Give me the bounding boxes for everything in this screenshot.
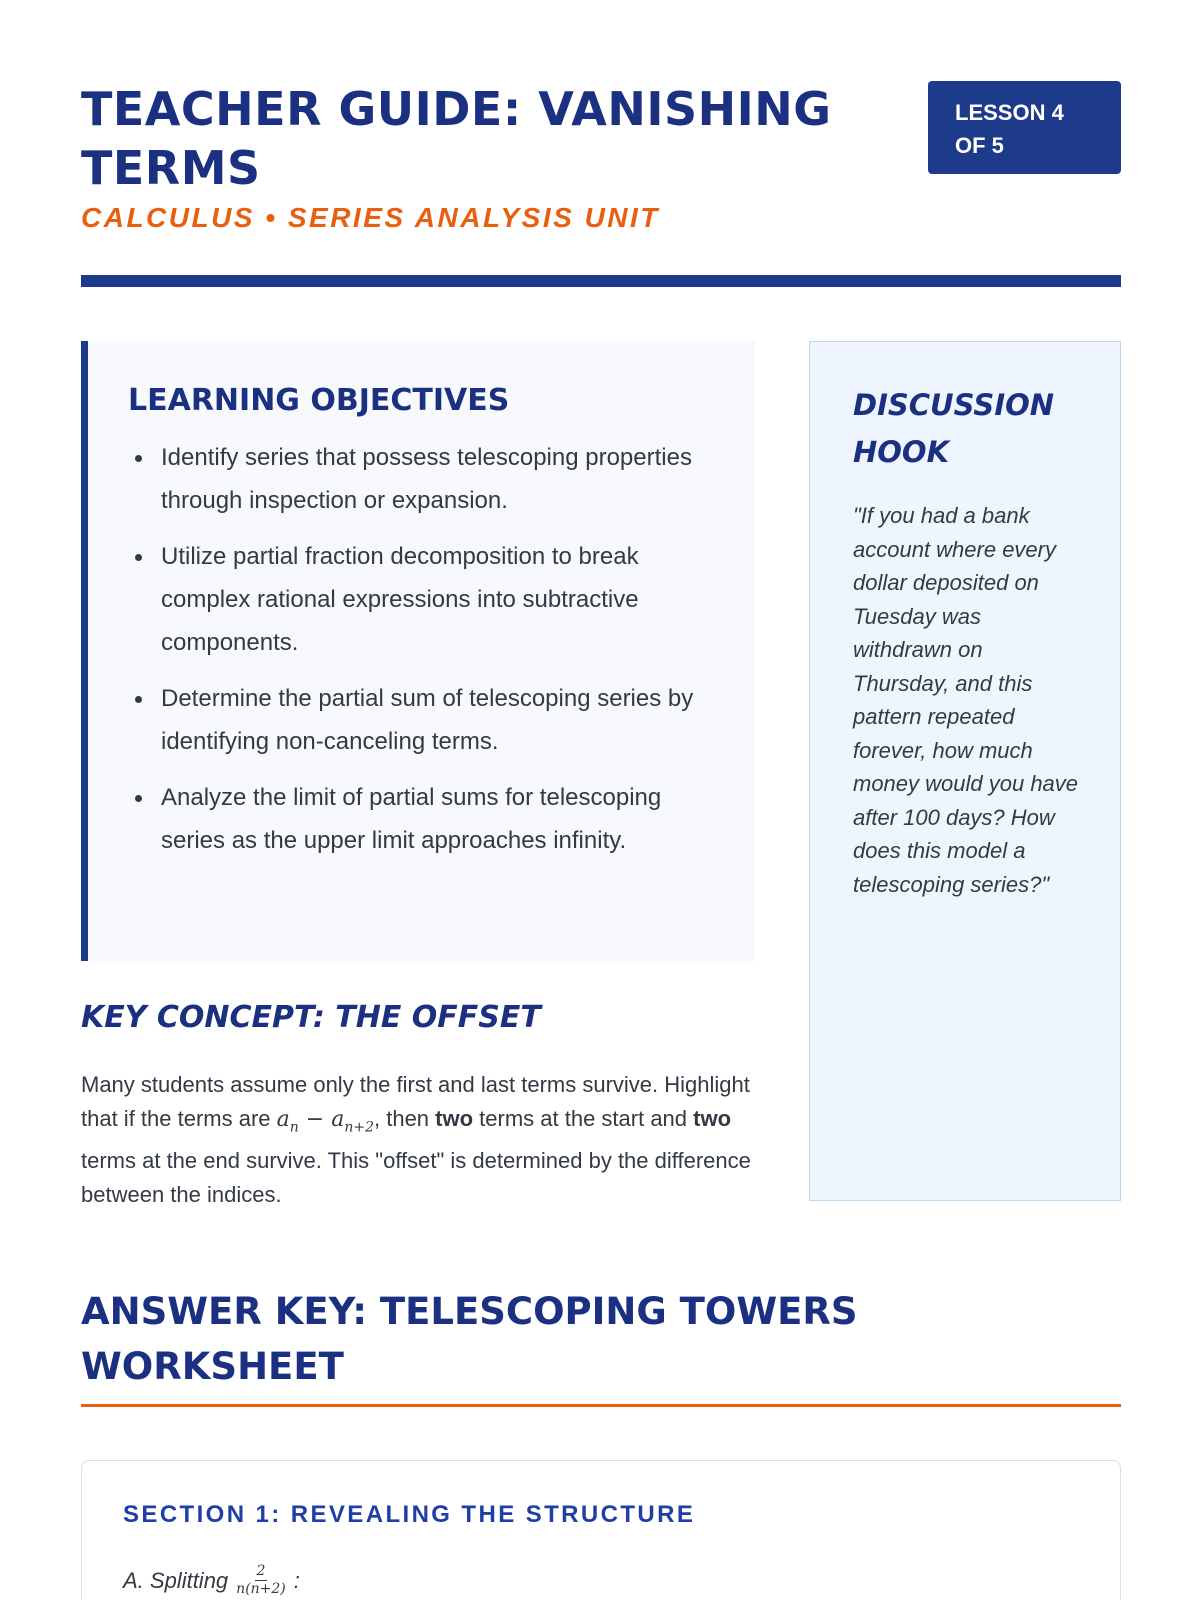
hook-text: "If you had a bank account where every dollar deposited on Tuesday was withdrawn on Thursday, and this pattern repeated forever, how much money would you have after 100 days? How does this model a telescoping series?"	[853, 503, 1079, 897]
lesson-badge	[928, 81, 1121, 174]
math-term-an	[276, 1106, 374, 1135]
exercise-a-label: A. Splitting	[123, 1567, 229, 1593]
key-bold-2: two	[693, 1105, 732, 1131]
key-text-3: terms at the start and	[473, 1105, 694, 1131]
math-minus: −	[298, 1106, 332, 1132]
hook-heading: DISCUSSION HOOK	[853, 388, 1055, 469]
header-divider	[81, 275, 1121, 287]
objectives-heading: LEARNING OBJECTIVES	[128, 383, 510, 418]
list-item: Determine the partial sum of telescoping series by identifying non-canceling terms.	[128, 677, 715, 763]
fraction-numerator: 2	[256, 1563, 266, 1579]
key-text-2: , then	[374, 1105, 436, 1131]
lesson-badge-line2: OF 5	[955, 133, 1004, 158]
objectives-list	[128, 436, 715, 862]
exercise-a-suffix: :	[293, 1567, 300, 1593]
list-item: Analyze the limit of partial sums for telescoping series as the upper limit approaches infinity.	[128, 776, 715, 862]
answer-key-heading: ANSWER KEY: TELESCOPING TOWERS WORKSHEET	[81, 1290, 858, 1388]
list-item: Utilize partial fraction decomposition to break complex rational expressions into subtractive components.	[128, 535, 715, 664]
page-title: TEACHER GUIDE: VANISHING TERMS	[81, 82, 832, 195]
key-concept-heading: KEY CONCEPT: THE OFFSET	[81, 1000, 541, 1035]
key-text-1: Many students assume only the first and last terms survive. Highlight that if the terms are	[81, 1072, 750, 1131]
learning-objectives-box	[81, 341, 755, 961]
lesson-badge-line1: LESSON 4	[955, 100, 1064, 125]
math-a: a	[276, 1106, 290, 1132]
worksheet-section-card	[81, 1460, 1121, 1600]
list-item: Identify series that possess telescoping properties through inspection or expansion.	[128, 436, 715, 522]
fraction-denominator: n(n+2)	[236, 1581, 286, 1597]
key-concept-text	[81, 1068, 761, 1211]
key-bold-1: two	[435, 1105, 474, 1131]
exercise-a	[123, 1563, 1079, 1598]
math-a-sub: n	[289, 1118, 299, 1135]
fraction	[234, 1563, 288, 1598]
section-heading: SECTION 1: REVEALING THE STRUCTURE	[123, 1501, 696, 1528]
math-b-sub: n+2	[344, 1118, 374, 1135]
key-text-4: terms at the end survive. This "offset" is determined by the difference between the indices.	[81, 1148, 751, 1207]
page-subtitle: CALCULUS • SERIES ANALYSIS UNIT	[81, 202, 660, 233]
discussion-hook-box	[809, 341, 1121, 1201]
answer-key-divider	[81, 1404, 1121, 1407]
guide-header	[81, 80, 1121, 234]
math-b: a	[331, 1106, 345, 1132]
